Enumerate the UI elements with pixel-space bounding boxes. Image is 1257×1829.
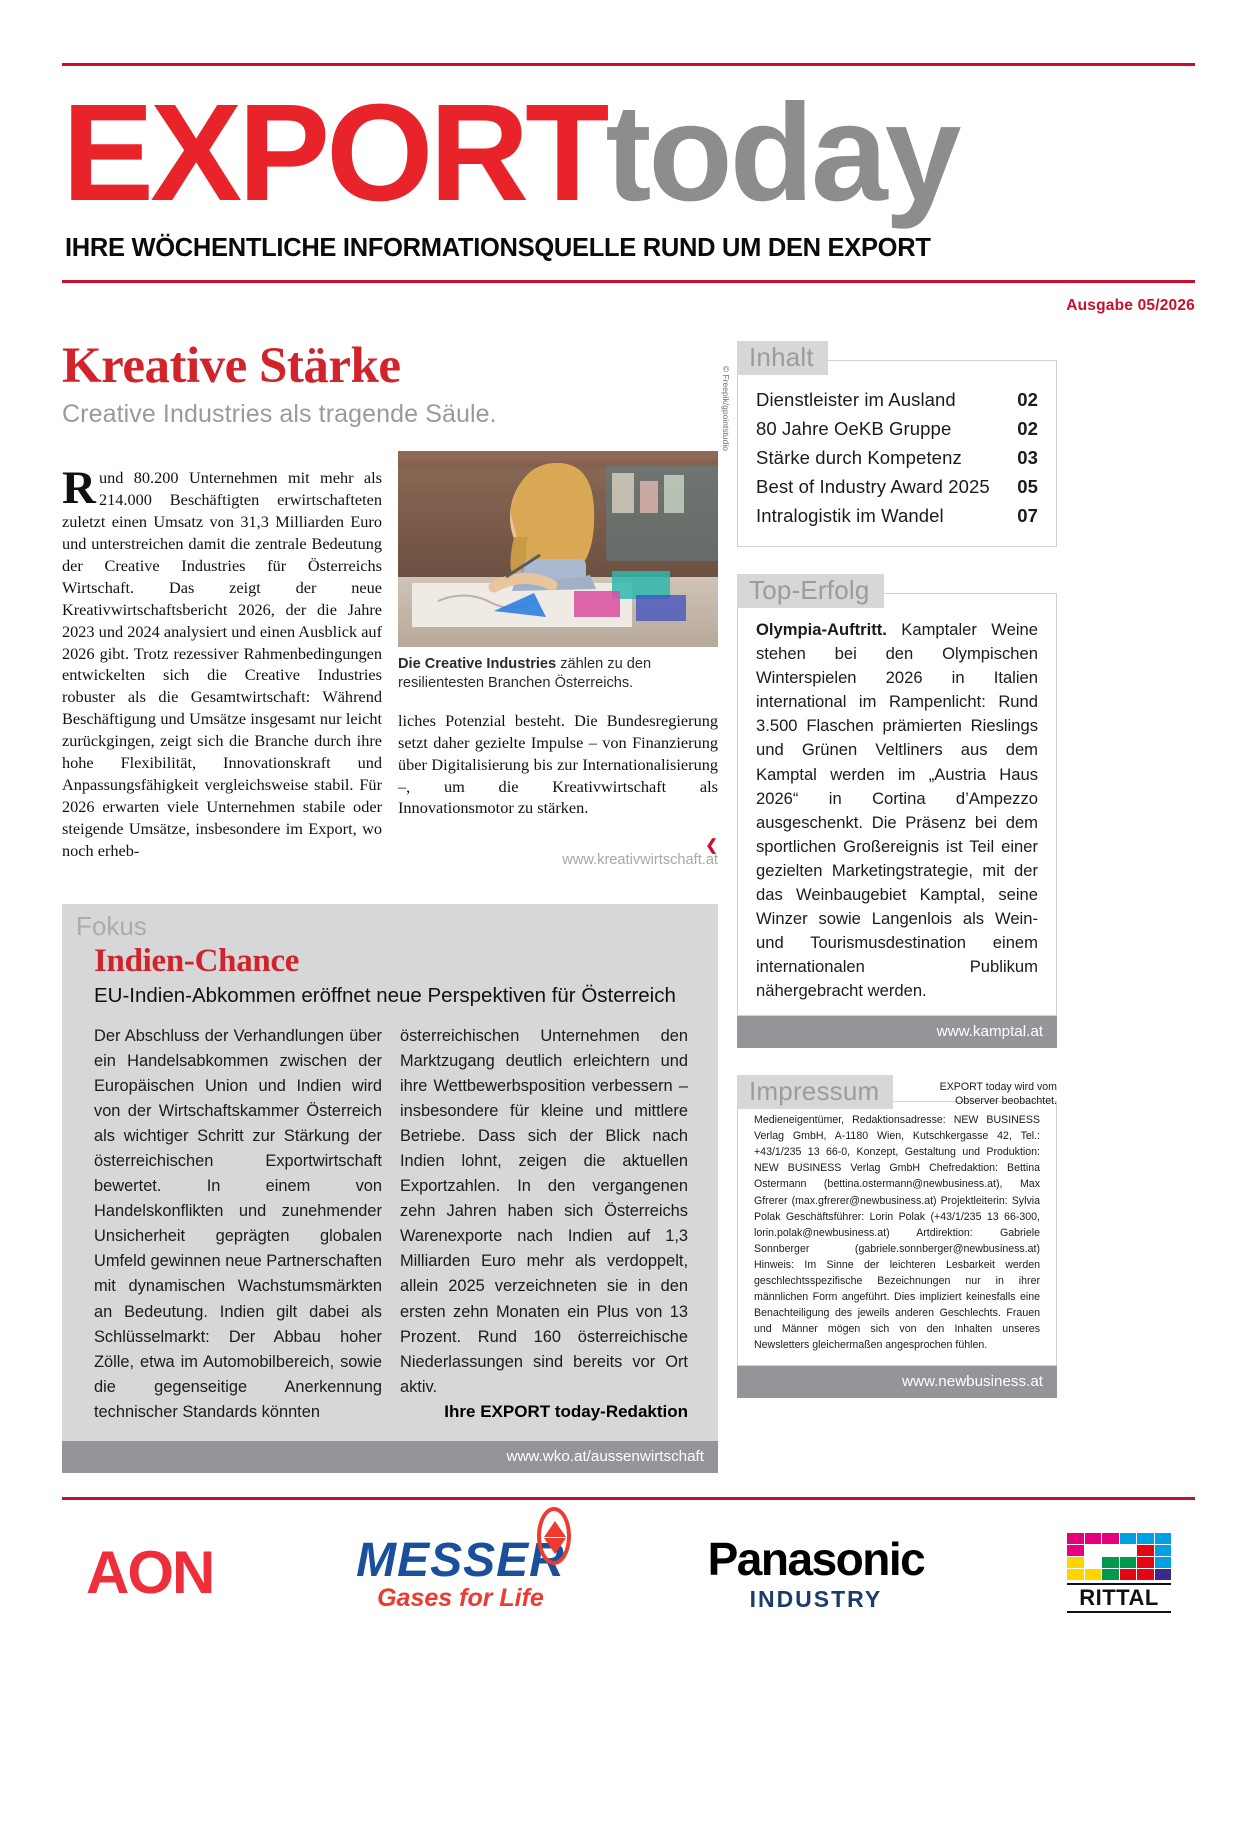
inhalt-box <box>737 341 1057 547</box>
masthead-title-today: today <box>605 76 959 230</box>
toc-label: Best of Industry Award 2025 <box>756 475 990 497</box>
toc-row[interactable] <box>756 414 1038 443</box>
toc-row[interactable] <box>756 443 1038 472</box>
sponsor-logos <box>62 1500 1195 1613</box>
fokus-body-col2: österreichischen Unternehmen den Marktzugang deutlich erleichtern und ihre Wettbewerbsposition verbessern – insbesondere für kleine und mittlere Betriebe. Dass sich der Blick nach Indien lohnt, zeigen die aktuellen Exportzahlen. In den vergangenen zehn Jahren haben sich Österreichs Warenexporte nach Indien auf 1,3 Milliarden Euro mehr als verdoppelt, allein 2025 verzeichneten sie in den ersten zehn Monaten ein Plus von 13 Prozent. Rund 160 österreichische Niederlassungen sind bereits vor Ort aktiv. <box>400 1026 688 1396</box>
arrow-left-icon: ❮ <box>705 836 718 854</box>
rittal-color-grid-icon <box>1067 1533 1171 1580</box>
top-erfolg-box <box>737 574 1057 1048</box>
fokus-column-left <box>94 1024 382 1426</box>
photo-credit: © Freepik/gpointstudio <box>721 365 731 451</box>
fokus-inner <box>62 943 718 1442</box>
toc-label: Intralogistik im Wandel <box>756 504 944 526</box>
toc-label: 80 Jahre OeKB Gruppe <box>756 417 952 439</box>
panasonic-wordmark: Panasonic <box>707 1533 925 1585</box>
sidebar <box>737 341 1057 1473</box>
newsletter-page <box>0 63 1257 1829</box>
lead-column-left <box>62 451 382 878</box>
photo-caption-bold: Die Creative Industries <box>398 656 557 672</box>
impressum-link[interactable]: www.newbusiness.at <box>737 1366 1057 1398</box>
issue-label: Ausgabe 05/2026 <box>1066 297 1195 314</box>
masthead-title-export: EXPORT <box>62 76 606 230</box>
top-erfolg-body-wrap <box>737 593 1057 1016</box>
fokus-column-right <box>400 1024 688 1426</box>
impressum-note: EXPORT today wird vom Observer beobachtet. <box>939 1080 1057 1107</box>
messer-tagline: Gases for Life <box>377 1583 544 1612</box>
toc-page: 07 <box>1017 504 1038 526</box>
inhalt-list <box>737 360 1057 547</box>
inhalt-heading: Inhalt <box>737 341 828 375</box>
impressum-body-wrap <box>737 1101 1057 1366</box>
fokus-columns <box>94 1024 696 1426</box>
sponsor-logo-rittal[interactable] <box>1067 1533 1171 1613</box>
fokus-section <box>62 904 718 1473</box>
lead-column-right <box>398 365 731 878</box>
masthead-bottom-rule <box>62 280 1195 283</box>
toc-label: Dienstleister im Ausland <box>756 388 956 410</box>
lead-body-col2: liches Potenzial besteht. Die Bundesregierung setzt daher gezielte Impulse – von Finanzierung über Digitalisierung bis zur Internationalisierung –, um die Kreativwirtschaft als Innovationsmotor zu stärken. <box>398 710 718 818</box>
sponsor-logo-aon[interactable]: AON <box>86 1539 214 1606</box>
rittal-wordmark: RITTAL <box>1067 1583 1171 1613</box>
lead-body-col1: Rund 80.200 Unternehmen mit mehr als 214.000 Beschäftigten erwirtschafteten zuletzt einen Umsatz von 31,3 Milliarden Euro und unterstreichen damit die zentrale Bedeutung der Creative Industries für Österreichs Wirtschaft. Das zeigt der neue Kreativwirtschaftsbericht 2026, der die Jahre 2023 und 2024 analysiert und einen Ausblick auf 2026 gibt. Trotz rezessiver Rahmenbedingungen entwickelten sich die Creative Industries robuster als die Gesamtwirtschaft: Während Beschäftigung und Umsätze insgesamt nur leicht zurückgingen, zeigt sich die Branche durch ihre hohe Flexibilität, Innovationskraft und Anpassungsfähigkeit vergleichsweise stabil. Für 2026 erwarten viele Unternehmen stabile oder steigende Umsätze, insbesondere im Export, wo noch erheb- <box>62 462 382 860</box>
sponsor-logo-panasonic[interactable] <box>708 1532 925 1613</box>
impressum-heading: Impressum <box>737 1075 893 1109</box>
fokus-title: Indien-Chance <box>94 942 300 979</box>
lead-subtitle: Creative Industries als tragende Säule. <box>62 400 497 428</box>
content-grid <box>62 338 1195 1473</box>
messer-diamond-icon <box>537 1507 571 1565</box>
fokus-heading: Fokus <box>76 910 147 941</box>
fokus-link[interactable]: www.wko.at/aussenwirtschaft <box>62 1441 718 1473</box>
impressum-box <box>737 1075 1057 1399</box>
lead-photo-wrap <box>398 365 731 647</box>
main-column <box>62 338 731 1473</box>
impressum-top <box>737 1075 1057 1109</box>
top-erfolg-text: Kamptaler Weine stehen bei den Olympischen Winterspielen 2026 in Italien international im Rampenlicht: Rund 3.500 Flaschen prämierten Rieslings und Grünen Veltliners aus dem Kamptal werden im „Austria Haus 2026“ in Cortina d’Ampezzo ausgeschenkt. Die Präsenz bei dem sportlichen Großereignis ist Teil einer gezielten Marketingstrategie, mit der das Weinbaugebiet Kamptal, seine Winzer sowie Langenlois als Wein- und Tourismusdestination einem internationalen Publikum nähergebracht werden. <box>756 620 1038 1000</box>
page-title: Kreative Stärke <box>62 338 401 394</box>
lead-source-link[interactable]: www.kreativwirtschaft.at <box>562 851 718 868</box>
top-rule <box>62 63 1195 66</box>
top-erfolg-link[interactable]: www.kamptal.at <box>737 1016 1057 1048</box>
lead-photo <box>398 451 718 647</box>
fokus-signature: Ihre EXPORT today-Redaktion <box>444 1401 688 1421</box>
photo-caption <box>398 655 718 694</box>
toc-label: Stärke durch Kompetenz <box>756 446 962 468</box>
toc-row[interactable] <box>756 385 1038 414</box>
toc-page: 02 <box>1017 417 1038 439</box>
photo-caption-rest: zählen zu den resilientesten Branchen Österreichs. <box>398 656 652 692</box>
toc-page: 05 <box>1017 475 1038 497</box>
top-erfolg-body <box>756 618 1038 1003</box>
fokus-subtitle: EU-Indien-Abkommen eröffnet neue Perspektiven für Österreich <box>94 983 676 1007</box>
impressum-body: Medieneigentümer, Redaktionsadresse: NEW BUSINESS Verlag GmbH, A-1180 Wien, Kutschkergasse 42, Tel.: +43/1/235 13 66-0, Konzept, Gestaltung und Produktion: NEW BUSINESS Verlag GmbH Chefredaktion: Bettina Ostermann (bettina.ostermann@newbusiness.at), Max Gfrerer (max.gfrerer@newbusiness.at) Projektleiterin: Sylvia Polak Geschäftsführer: Lorin Polak (+43/1/235 13 66-300, lorin.polak@newbusiness.at) Artdirektion: Gabriele Sonnberger (gabriele.sonnberger@newbusiness.at) Hinweis: Im Sinne der leichteren Lesbarkeit werden geschlechtsspezifische Bezeichnungen nur in ihrer männlichen Form angeführt. Dies impliziert keinesfalls eine Benachteiligung des jeweils anderen Geschlechts. Frauen und Männer mögen sich von den Inhalten unseres Newsletters gleichermaßen angesprochen fühlen. <box>754 1114 1040 1352</box>
toc-page: 02 <box>1017 388 1038 410</box>
sponsor-logo-messer[interactable] <box>356 1533 565 1613</box>
masthead-subtitle: IHRE WÖCHENTLICHE INFORMATIONSQUELLE RUND UM DEN EXPORT <box>65 234 931 262</box>
fokus-body-col1: Der Abschluss der Verhandlungen über ein Handelsabkommen zwischen der Europäischen Union und Indien wird von der Wirtschaftskammer Österreich als wichtiger Schritt zur Stärkung der österreichischen Exportwirtschaft bewertet. In einem von Handelskonflikten und zunehmender Unsicherheit geprägten globalen Umfeld gewinnen neue Partnerschaften mit dynamischen Wachstumsmärkten an Bedeutung. Indien gilt dabei als Schlüsselmarkt: Der Abbau hoher Zölle, etwa im Automobilbereich, sowie die gegenseitige Anerkennung technischer Standards könnten <box>94 1026 382 1421</box>
toc-row[interactable] <box>756 501 1038 530</box>
top-erfolg-lead: Olympia-Auftritt. <box>756 620 887 640</box>
messer-wordmark: MESSER <box>356 1533 565 1587</box>
toc-row[interactable] <box>756 472 1038 501</box>
toc-page: 03 <box>1017 446 1038 468</box>
panasonic-tagline: INDUSTRY <box>749 1586 883 1612</box>
masthead <box>62 76 1195 268</box>
top-erfolg-heading: Top-Erfolg <box>737 574 884 608</box>
masthead-title <box>62 76 1195 230</box>
